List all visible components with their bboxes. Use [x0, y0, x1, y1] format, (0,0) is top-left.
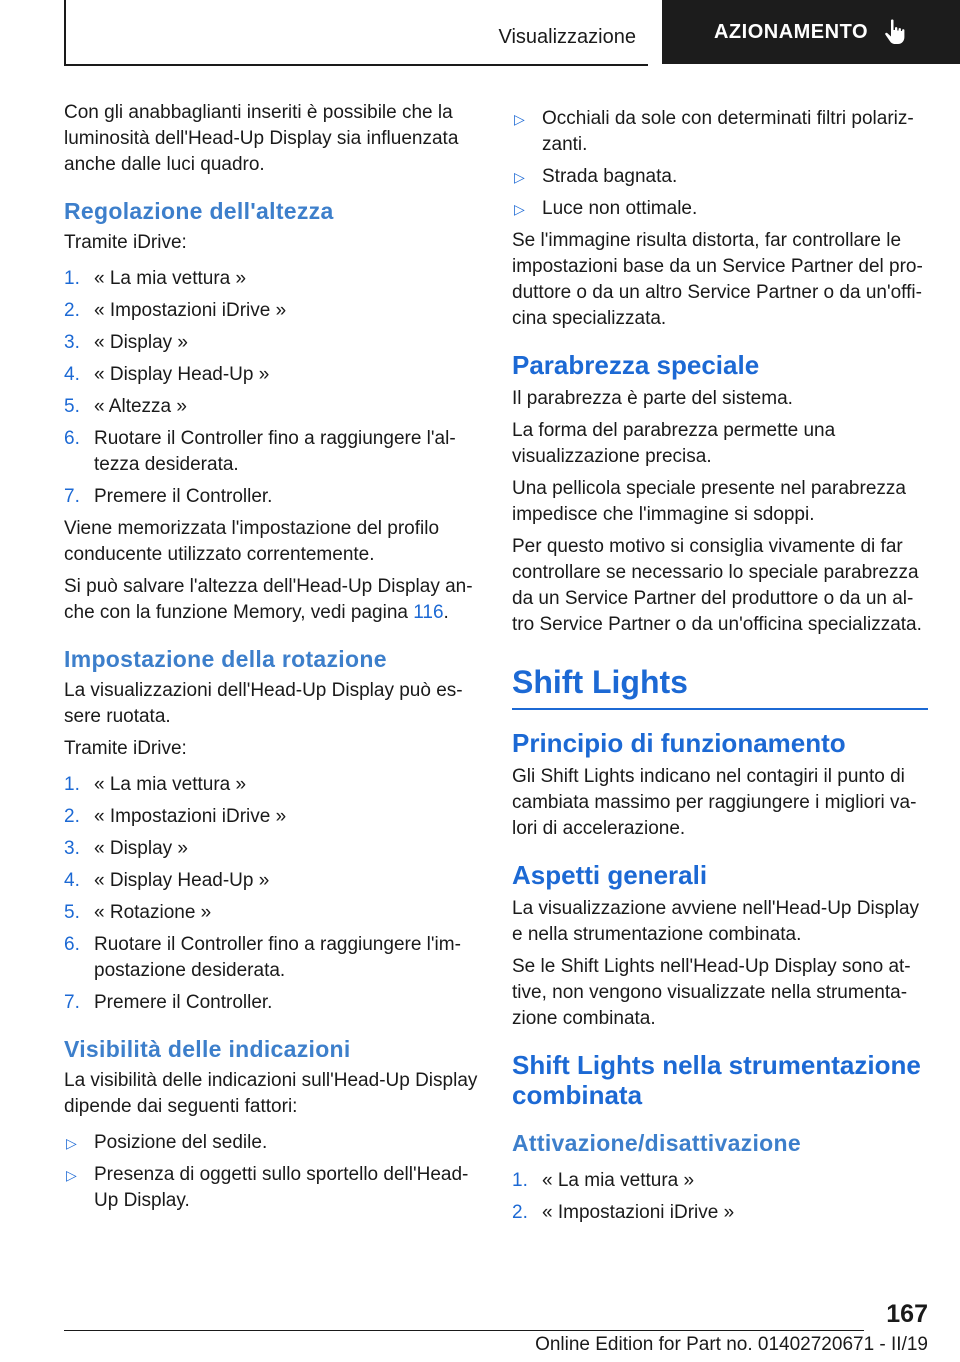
step-number: 4. — [64, 364, 80, 385]
factor-text: Occhiali da sole con determinati filtri polarizzanti. — [542, 108, 914, 155]
step-number: 4. — [64, 870, 80, 891]
title-divider — [512, 708, 928, 710]
header-rule — [64, 64, 648, 66]
step-text: Premere il Controller. — [94, 486, 273, 507]
list-item — [64, 1162, 478, 1214]
rotation-intro: La visualizzazioni dell'Head-Up Display può essere ruotata. — [64, 680, 463, 727]
step-text: « Rotazione » — [94, 902, 212, 923]
rotation-heading: Impostazione della rotazione — [64, 646, 387, 672]
cluster-heading: Shift Lights nella strumentazione combinata — [512, 1050, 921, 1110]
triangle-bullet-icon: ▷ — [514, 169, 525, 185]
windscreen-text-4: Per questo motivo si consiglia vivamente di far controllare se necessario lo speciale parabrezza da un Service Partner del produttore o da un altro Service Partner o da un'officina specializzata. — [512, 536, 922, 635]
distortion-note: Se l'immagine risulta distorta, far controllare le impostazioni base da un Service Partner del produttore o da un altro Service Partner o da un'officina specializzata. — [512, 230, 923, 329]
activation-heading: Attivazione/disattivazione — [512, 1130, 801, 1156]
list-item — [512, 196, 928, 222]
step-text: Ruotare il Controller fino a raggiungere l'altezza desiderata. — [94, 428, 456, 475]
triangle-bullet-icon: ▷ — [514, 201, 525, 217]
step-text: « La mia vettura » — [94, 268, 247, 289]
step-text: « Display » — [94, 838, 188, 859]
list-item — [64, 868, 478, 894]
step-number: 1. — [512, 1170, 528, 1191]
page-reference-link[interactable]: 116 — [413, 602, 444, 623]
list-item — [64, 484, 478, 510]
step-number: 2. — [64, 300, 80, 321]
windscreen-heading: Parabrezza speciale — [512, 350, 760, 380]
general-text-1: La visualizzazione avviene nell'Head-Up Display e nella strumentazione combinata. — [512, 898, 920, 945]
list-item — [64, 330, 478, 356]
activation-steps-list — [512, 1168, 928, 1226]
list-item — [64, 298, 478, 324]
list-item — [512, 1200, 928, 1226]
header-chapter-tab — [662, 0, 960, 64]
list-item — [64, 1130, 478, 1156]
windscreen-text-3: Una pellicola speciale presente nel parabrezza impedisce che l'immagine si sdoppi. — [512, 478, 906, 525]
triangle-bullet-icon: ▷ — [66, 1135, 77, 1151]
page-number: 167 — [886, 1300, 928, 1328]
factor-text: Luce non ottimale. — [542, 198, 698, 219]
principle-heading: Principio di funzionamento — [512, 728, 846, 758]
list-item — [512, 1168, 928, 1194]
footer-rule — [64, 1330, 864, 1331]
step-text: Premere il Controller. — [94, 992, 273, 1013]
hand-pointer-icon — [882, 18, 908, 46]
step-number: 7. — [64, 486, 80, 507]
left-column — [64, 100, 478, 1220]
list-item — [64, 362, 478, 388]
step-number: 3. — [64, 838, 80, 859]
visibility-factors-list — [64, 1130, 478, 1214]
windscreen-text-1: Il parabrezza è parte del sistema. — [512, 388, 793, 409]
list-item — [512, 164, 928, 190]
step-number: 7. — [64, 992, 80, 1013]
step-number: 6. — [64, 428, 80, 449]
step-text: « Display Head-Up » — [94, 364, 270, 385]
visibility-intro: La visibilità delle indicazioni sull'Head-Up Display dipende dai seguenti fattori: — [64, 1070, 478, 1117]
height-adjustment-heading: Regolazione dell'altezza — [64, 198, 334, 224]
height-memory-text: Si può salvare l'altezza dell'Head-Up Display anche con la funzione Memory, vedi pagina — [64, 576, 473, 623]
step-text: « Impostazioni iDrive » — [94, 300, 287, 321]
list-item — [512, 106, 928, 158]
header-left-rule — [64, 0, 66, 66]
principle-text: Gli Shift Lights indicano nel contagiri il punto di cambiata massimo per raggiungere i migliori valori di accelerazione. — [512, 766, 917, 839]
step-text: « Impostazioni iDrive » — [94, 806, 287, 827]
visibility-factors-continued — [512, 106, 928, 222]
step-number: 3. — [64, 332, 80, 353]
hud-brightness-note: Con gli anabbaglianti inseriti è possibile che la luminosità dell'Head-Up Display sia influenzata anche dalle luci quadro. — [64, 102, 459, 175]
windscreen-text-2: La forma del parabrezza permette una visualizzazione precisa. — [512, 420, 836, 467]
shift-lights-title: Shift Lights — [512, 664, 688, 700]
list-item — [64, 900, 478, 926]
step-number: 6. — [64, 934, 80, 955]
list-item — [64, 394, 478, 420]
edition-footer: Online Edition for Part no. 01402720671 - II/19 — [535, 1334, 928, 1355]
step-number: 5. — [64, 396, 80, 417]
list-item — [64, 990, 478, 1016]
general-heading: Aspetti generali — [512, 860, 708, 890]
step-text: « Impostazioni iDrive » — [542, 1202, 735, 1223]
step-text: « La mia vettura » — [542, 1170, 695, 1191]
right-column — [512, 100, 928, 1232]
header-section-title: Visualizzazione — [498, 26, 636, 48]
list-item — [64, 836, 478, 862]
rotation-steps-list — [64, 772, 478, 1016]
factor-text: Posizione del sedile. — [94, 1132, 268, 1153]
step-number: 2. — [64, 806, 80, 827]
step-number: 2. — [512, 1202, 528, 1223]
step-text: « La mia vettura » — [94, 774, 247, 795]
factor-text: Strada bagnata. — [542, 166, 678, 187]
height-memory-end: . — [443, 602, 449, 623]
step-number: 1. — [64, 268, 80, 289]
list-item — [64, 772, 478, 798]
rotation-via-idrive: Tramite iDrive: — [64, 738, 187, 759]
height-memory-note — [64, 574, 478, 626]
step-number: 5. — [64, 902, 80, 923]
height-steps-list — [64, 266, 478, 510]
visibility-heading: Visibilità delle indicazioni — [64, 1036, 351, 1062]
triangle-bullet-icon: ▷ — [66, 1167, 77, 1183]
height-via-idrive: Tramite iDrive: — [64, 232, 187, 253]
list-item — [64, 426, 478, 478]
step-text: « Display Head-Up » — [94, 870, 270, 891]
step-number: 1. — [64, 774, 80, 795]
list-item — [64, 266, 478, 292]
triangle-bullet-icon: ▷ — [514, 111, 525, 127]
step-text: « Display » — [94, 332, 188, 353]
height-stored-note: Viene memorizzata l'impostazione del profilo conducente utilizzato correntemente. — [64, 518, 440, 565]
header-chapter-label: AZIONAMENTO — [713, 20, 868, 43]
factor-text: Presenza di oggetti sullo sportello dell'Head-Up Display. — [94, 1164, 469, 1211]
list-item — [64, 932, 478, 984]
general-text-2: Se le Shift Lights nell'Head-Up Display sono attive, non vengono visualizzate nella strumentazione combinata. — [512, 956, 911, 1029]
step-text: Ruotare il Controller fino a raggiungere l'impostazione desiderata. — [94, 934, 461, 981]
list-item — [64, 804, 478, 830]
step-text: « Altezza » — [94, 396, 187, 417]
